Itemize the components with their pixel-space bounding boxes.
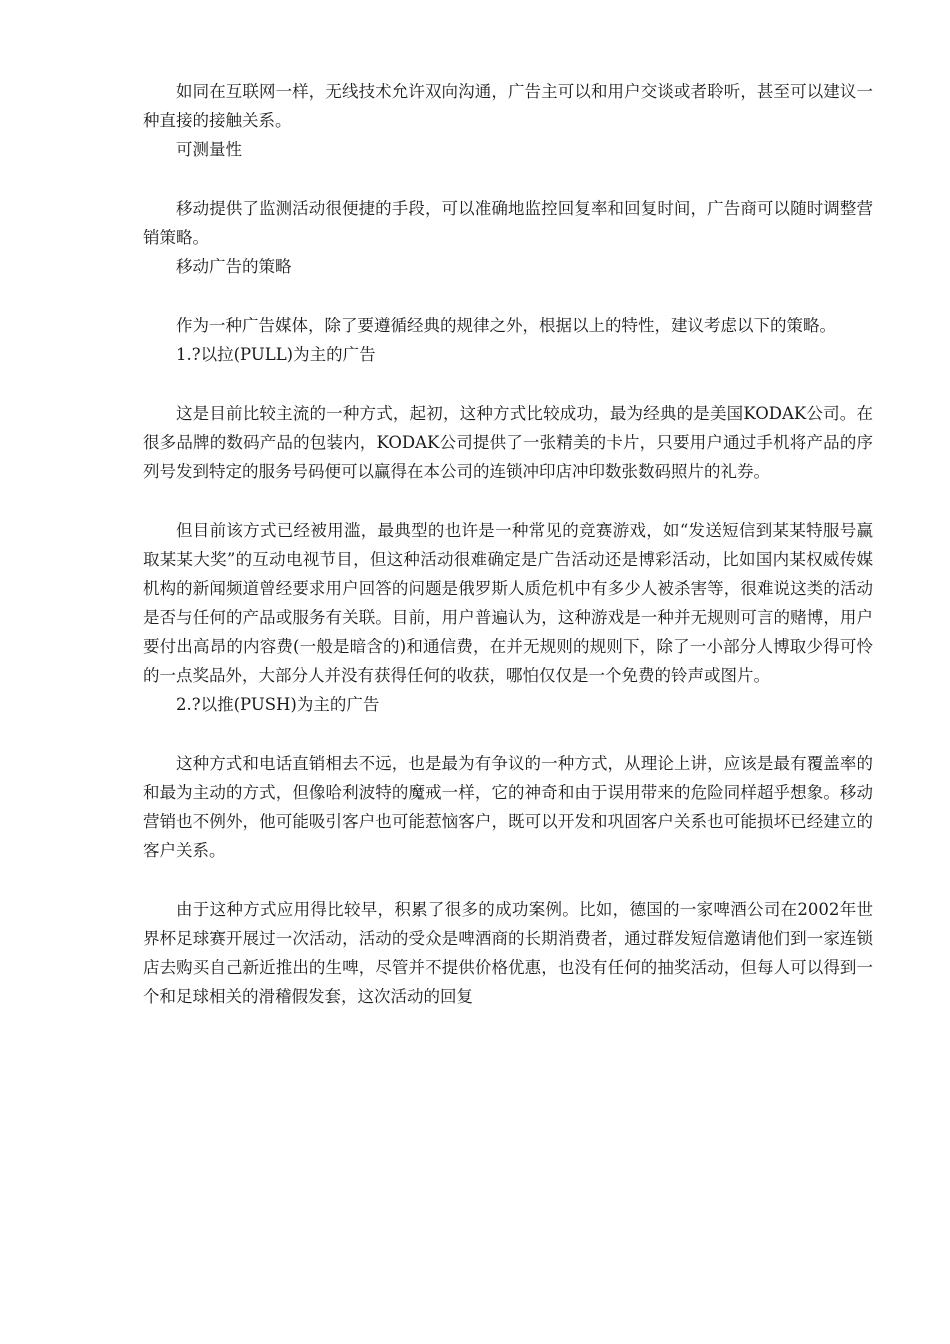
paragraph-two-way-communication: 如同在互联网一样，无线技术允许双向沟通，广告主可以和用户交谈或者聆听，甚至可以建议一种直接的接触关系。 (143, 82, 873, 130)
paragraph-pull-abuse: 但目前该方式已经被用滥，最典型的也许是一种常见的竞赛游戏，如“发送短信到某某特服号赢取某某大奖”的互动电视节目，但这种活动很难确定是广告活动还是博彩活动，比如国内某权威传媒机构的新闻频道曾经要求用户回答的问题是俄罗斯人质危机中有多少人被杀害等，很难说这类的活动是否与任何的产品或服务有关联。目前，用户普遍认为，这种游戏是一种并无规则可言的赌博，用户要付出高昂的内容费(一般是暗含的)和通信费，在并无规则的规则下，除了一小部分人博取少得可怜的一点奖品外，大部分人并没有获得任何的收获，哪怕仅仅是一个免费的铃声或图片。 (143, 521, 873, 685)
heading-measurability: 可测量性 (176, 140, 242, 159)
paragraph-monitoring: 移动提供了监测活动很便捷的手段，可以准确地监控回复率和回复时间，广告商可以随时调整营销策略。 (143, 199, 873, 247)
paragraph-kodak-example: 这是目前比较主流的一种方式，起初，这种方式比较成功，最为经典的是美国KODAK公司。在很多品牌的数码产品的包装内，KODAK公司提供了一张精美的卡片，只要用户通过手机将产品的序列号发到特定的服务号码便可以赢得在本公司的连锁冲印店冲印数张数码照片的礼券。 (143, 404, 873, 481)
paragraph-strategy-intro: 作为一种广告媒体，除了要遵循经典的规律之外，根据以上的特性，建议考虑以下的策略。 (176, 316, 836, 335)
heading-push-ads: 2.?以推(PUSH)为主的广告 (176, 695, 380, 714)
document-body (143, 77, 873, 1011)
paragraph-push-description: 这种方式和电话直销相去不远，也是最为有争议的一种方式，从理论上讲，应该是最有覆盖率的和最为主动的方式，但像哈利波特的魔戒一样，它的神奇和由于误用带来的危险同样超乎想象。移动营销也不例外，他可能吸引客户也可能惹恼客户，既可以开发和巩固客户关系也可能损坏已经建立的客户关系。 (143, 754, 873, 860)
paragraph-beer-example: 由于这种方式应用得比较早，积累了很多的成功案例。比如，德国的一家啤酒公司在2002年世界杯足球赛开展过一次活动，活动的受众是啤酒商的长期消费者，通过群发短信邀请他们到一家连锁店去购买自己新近推出的生啤，尽管并不提供价格优惠，也没有任何的抽奖活动，但每人可以得到一个和足球相关的滑稽假发套，这次活动的回复 (143, 900, 873, 1006)
heading-mobile-ad-strategy: 移动广告的策略 (176, 257, 292, 276)
heading-pull-ads: 1.?以拉(PULL)为主的广告 (176, 345, 376, 364)
